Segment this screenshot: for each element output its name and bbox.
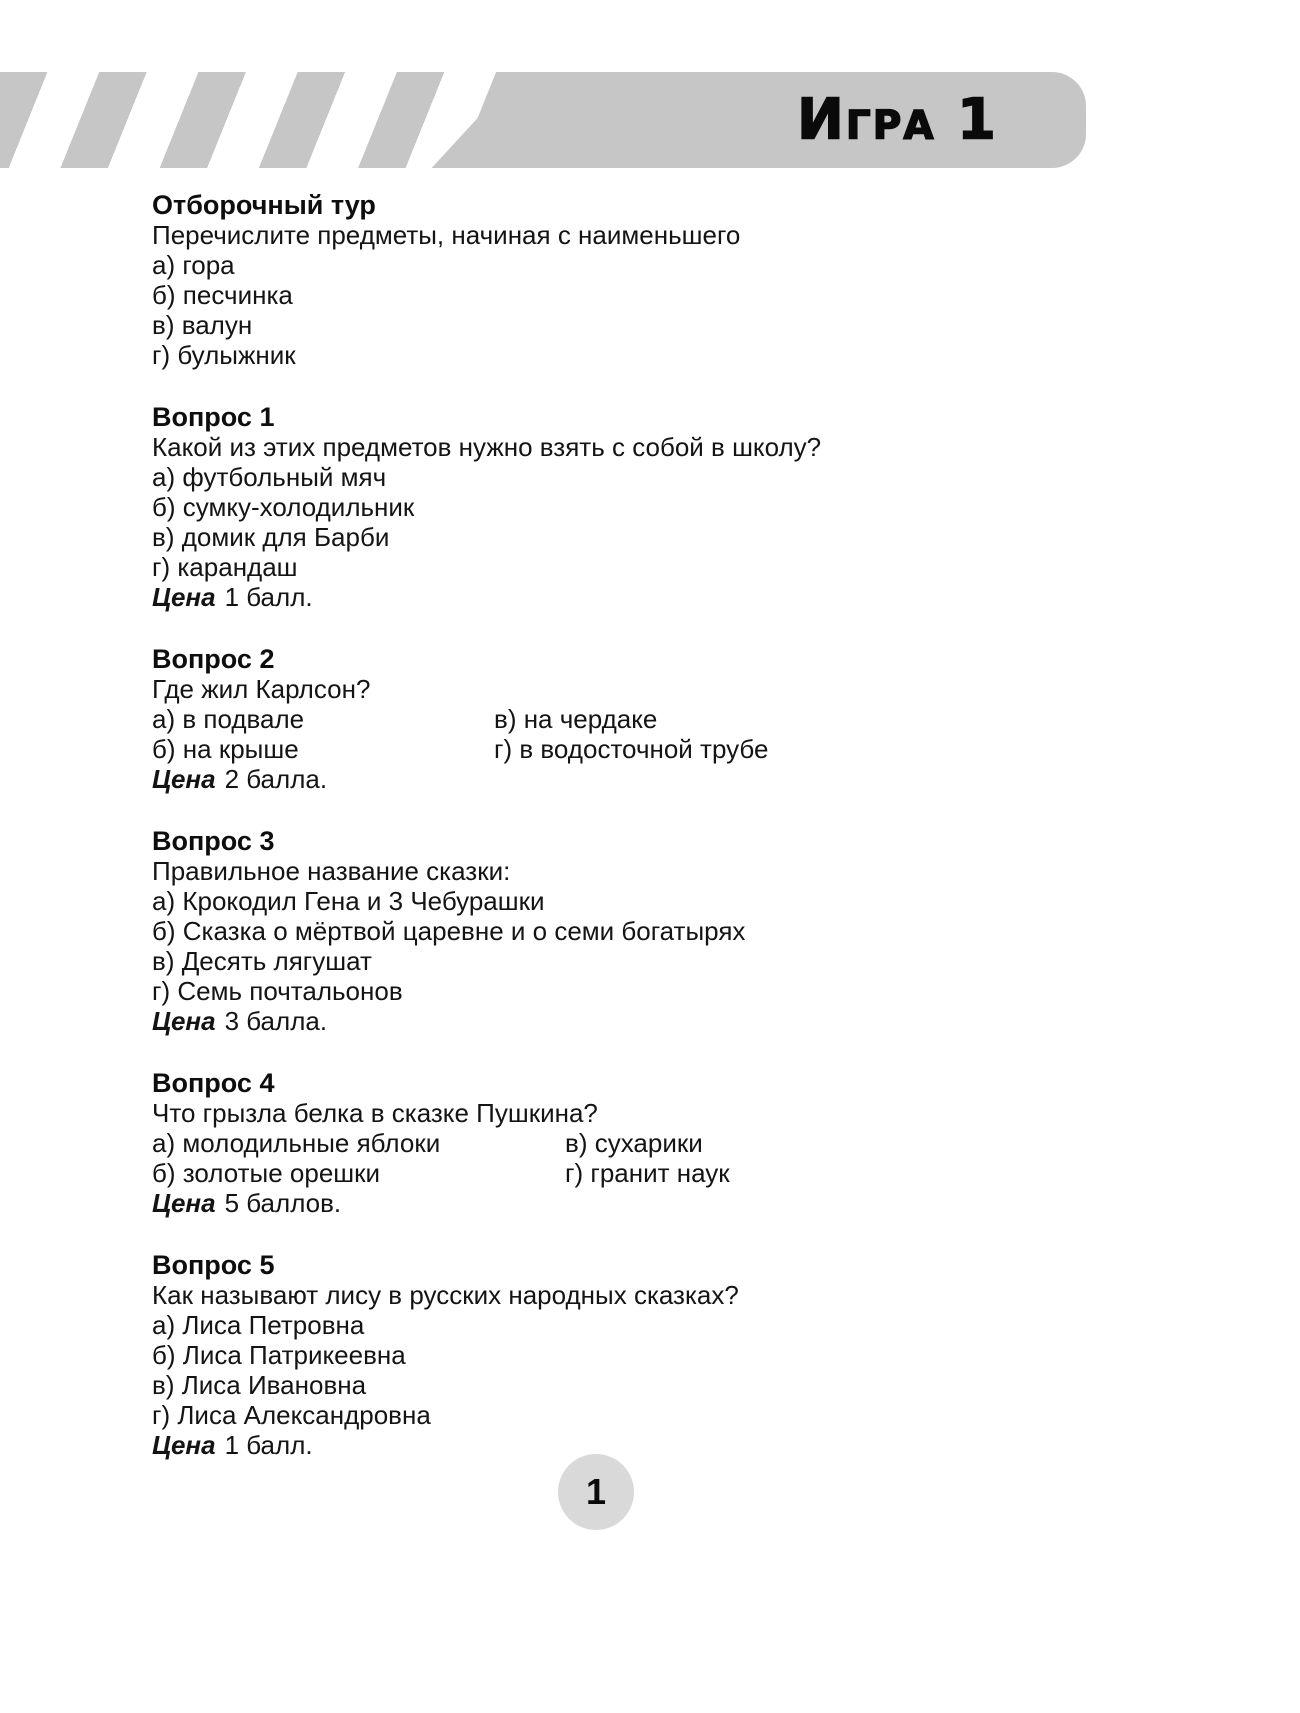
option-a: а) Лиса Петровна [152, 1310, 365, 1340]
section-title: Вопрос 1 [152, 402, 275, 432]
section-title: Вопрос 4 [152, 1068, 275, 1098]
option-g: г) гранит наук [565, 1158, 730, 1188]
option-b: б) на крыше [152, 734, 299, 764]
option-v: в) домик для Барби [152, 522, 390, 552]
option-a: а) гора [152, 250, 235, 280]
section-title: Вопрос 3 [152, 826, 275, 856]
option-a: а) в подвале [152, 704, 305, 734]
question-text: Правильное название сказки: [152, 856, 511, 886]
price-label: Цена [152, 582, 216, 612]
option-v: в) Лиса Ивановна [152, 1370, 367, 1400]
question-text: Как называют лису в русских народных сказках? [152, 1280, 739, 1310]
question-4-section [152, 1068, 1112, 1218]
price-value: 1 балл. [224, 1430, 313, 1460]
question-1-section [152, 402, 1112, 612]
game-title: Игра 1 [797, 87, 998, 153]
section-title: Вопрос 2 [152, 644, 275, 674]
price-label: Цена [152, 1006, 216, 1036]
option-a: а) футбольный мяч [152, 462, 387, 492]
question-text: Перечислите предметы, начиная с наименьшего [152, 220, 741, 250]
option-v: в) валун [152, 310, 253, 340]
option-v: в) Десять лягушат [152, 946, 372, 976]
price-value: 5 баллов. [224, 1188, 342, 1218]
question-text: Что грызла белка в сказке Пушкина? [152, 1098, 598, 1128]
question-3-section [152, 826, 1112, 1036]
option-g: г) Семь почтальонов [152, 976, 403, 1006]
quiz-content [152, 190, 1112, 1492]
qualifying-round-section [152, 190, 1112, 370]
question-text: Где жил Карлсон? [152, 674, 371, 704]
price-line [152, 1430, 1112, 1460]
option-g: г) Лиса Александровна [152, 1400, 431, 1430]
option-g: г) карандаш [152, 552, 298, 582]
question-5-section [152, 1250, 1112, 1460]
option-v: в) сухарики [565, 1128, 703, 1158]
price-value: 3 балла. [224, 1006, 328, 1036]
section-title: Вопрос 5 [152, 1250, 275, 1280]
options-grid [152, 704, 1112, 764]
options-grid [152, 1128, 1112, 1188]
price-value: 2 балла. [224, 764, 328, 794]
option-g: г) булыжник [152, 340, 296, 370]
page-number: 1 [585, 1471, 607, 1512]
option-a: а) Крокодил Гена и 3 Чебурашки [152, 886, 545, 916]
price-line [152, 1188, 1112, 1218]
question-text: Какой из этих предметов нужно взять с собой в школу? [152, 432, 822, 462]
diagonal-stripes-decoration [0, 72, 520, 168]
price-label: Цена [152, 764, 216, 794]
game-banner [0, 72, 1086, 168]
option-b: б) Сказка о мёртвой царевне и о семи богатырях [152, 916, 746, 946]
page-number-badge [558, 1454, 634, 1530]
price-line [152, 764, 1112, 794]
option-b: б) песчинка [152, 280, 293, 310]
price-line [152, 582, 1112, 612]
price-value: 1 балл. [224, 582, 313, 612]
price-line [152, 1006, 1112, 1036]
option-v: в) на чердаке [494, 704, 658, 734]
price-label: Цена [152, 1430, 216, 1460]
option-b: б) Лиса Патрикеевна [152, 1340, 406, 1370]
option-b: б) золотые орешки [152, 1158, 381, 1188]
section-title: Отборочный тур [152, 190, 376, 220]
option-a: а) молодильные яблоки [152, 1128, 441, 1158]
option-b: б) сумку-холодильник [152, 492, 415, 522]
price-label: Цена [152, 1188, 216, 1218]
option-g: г) в водосточной трубе [494, 734, 769, 764]
question-2-section [152, 644, 1112, 794]
